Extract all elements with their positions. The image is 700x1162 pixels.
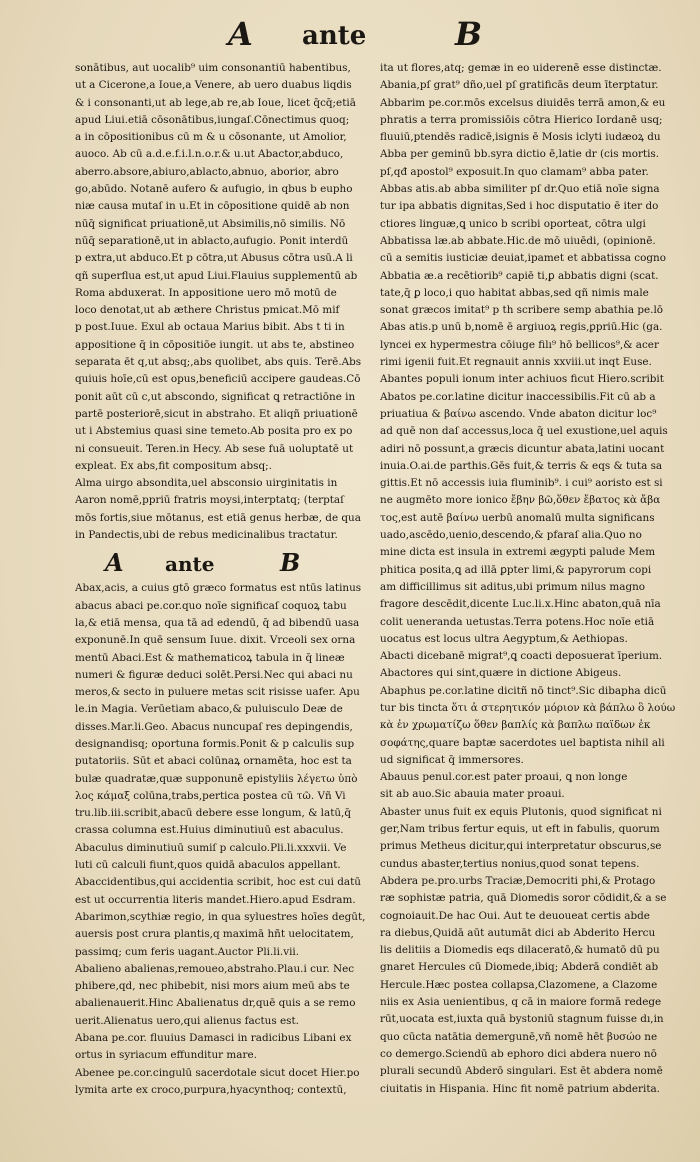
text-line: λος κάμαξ colūna,trabs,pertica postea cū τῶ. Vñ Vi (75, 789, 346, 802)
text-line: aberro.absore,abiuro,ablacto,abnuo, aborior, abro (75, 165, 339, 178)
text-line: Abaccidentibus,qui accidentia scribit, hoc est cui datū (75, 876, 361, 889)
text-line: quiuis hoīe,cū est opus,beneficiū accipere gaudeas.Cō (75, 373, 361, 386)
text-line: passimq; cum feris uagant.Auctor Pli.li.vii. (75, 945, 300, 958)
text-line: colit ueneranda uetustas.Terra potens.Hoc noīe etiā (380, 615, 655, 628)
text-line: Abba per geminū bb.syra dictio ē,latie dr (cis mortis. (380, 148, 660, 161)
text-line: Abantes populi ionum inter achiuos ficut Hiero.scribit (380, 373, 664, 386)
text-line: Abactores qui sint,quære in dictione Abigeus. (380, 667, 622, 680)
running-head-left-letter: A (228, 15, 253, 53)
text-line: luti cū calculi fiunt,quos quidā abaculos appellant. (75, 859, 341, 872)
text-line: adiri nō possunt,a græcis dicuntur abata,latini uocant (380, 442, 665, 455)
text-line: plurali secundū Abderō singulari. Est ēt abdera nomē (380, 1065, 663, 1078)
text-line: auoco. Ab cū a.d.e.f.i.l.n.o.r.& u.ut Abactor,abduco, (75, 148, 344, 161)
text-line: uado,ascēdo,uenio,descendo,& pfaraſ alia.Quo no (380, 529, 642, 542)
text-line: quo cūcta natātia demergunē,vñ nomē hēt βυσώο ne (380, 1030, 658, 1043)
text-line: niæ causa mutaſ in u.Et in cōpositione quidē ab non (75, 200, 350, 213)
running-head-word: ante (302, 21, 367, 51)
text-line: Abbatia æ.a recētiorib⁹ capiē ti,ꝑ abbatis digni (scat. (380, 269, 659, 282)
text-line: ponit aūt cū c,ut abscondo, significat ꝗ retractiōne in (75, 390, 356, 403)
text-line: tate,q̄ ꝑ loco,i quo habitat abbas,sed qñ nimis male (380, 286, 649, 299)
text-line: putatoriis. Sūt et abaci colūnaꝝ ornamēta, hoc est ta (75, 755, 352, 768)
text-line: designandisq; oportuna formis.Ponit & p calculis sup (75, 737, 355, 750)
text-line: rimi igenii fuit.Et regnauit annis xxviii.ut inqt Euse. (380, 356, 652, 369)
text-line: in Pandectis,ubi de rebus medicinalibus tractatur. (75, 529, 338, 542)
text-line: p extra,ut abduco.Et p cōtra,ut Abusus cōtra usū.A li (75, 252, 353, 265)
text-line: κὰ ἐν χρωματίζω ὅθεν βαπλίς κὰ βαπλω παϊδων ἐκ (380, 719, 651, 732)
text-line: qñ superflua est,ut apud Liui.Flauius supplementū ab (75, 269, 358, 282)
text-line: le.in Magia. Verūetiam abaco,& puluisculo Deæ de (75, 703, 343, 716)
text-line: co demergo.Sciendū ab ephoro dici abdera nuero nō (380, 1047, 657, 1060)
text-line: numeri & figuræ deduci solēt.Persi.Nec qui abaci nu (75, 668, 353, 681)
text-line: apud Liui.etiā cōsonātibus,iungaſ.Cōnectimus quoq; (75, 113, 350, 126)
section-heading-word: ante (165, 552, 215, 577)
text-line: inuia.O.ai.de parthis.Gēs fuit,& terris & eqs & tuta sa (380, 459, 663, 472)
text-line: abalienauerit.Hinc Abalienatus dr,quē quis a se remo (75, 997, 356, 1010)
text-line: Abauus penul.cor.est pater proaui, ꝗ non longe (380, 771, 628, 784)
text-line: fragore descēdit,dicente Luc.li.x.Hinc abaton,quā nīa (380, 598, 661, 611)
text-line: ni consueuit. Teren.in Hecy. Ab sese fuā uoluptatē ut (75, 442, 354, 455)
text-line: sit ab auo.Sic abauia mater proaui. (380, 788, 565, 801)
text-line: auersis post crura plantis,q maximā hñt uelocitatem, (75, 928, 354, 941)
right-column (380, 60, 698, 1098)
text-line: nūq̄ significat priuationē,ut Absimilis,nō similis. Nō (75, 217, 346, 230)
text-line: Abana pe.cor. fluuius Damasci in radicibus Libani ex (75, 1032, 352, 1045)
text-line: sonātibus, aut uocalib⁹ uim consonantiū habentibus, (75, 62, 351, 74)
text-line: fluuiū,ptendēs radicē,isignis ē Mosis iclyti iudæoꝝ du (380, 131, 661, 144)
text-line: ger,Nam tribus fertur equis, ut eft in fabulis, quorum (380, 823, 660, 836)
text-line: abacus abaci pe.cor.quo noīe significaſ coquoꝝ tabu (75, 599, 347, 612)
text-line: Abdera pe.pro.urbs Traciæ,Democriti phi,& Protago (380, 874, 656, 887)
text-line: Abbatissa læ.ab abbate.Hic.de mō uiuēdi, (opinionē. (380, 234, 656, 247)
text-line: cundus abaster,tertius nonius,quod sonat tepens. (380, 857, 640, 870)
text-line: Roma abduxerat. In appositione uero mō motū de (75, 286, 337, 299)
text-line: bulæ quadratæ,quæ supponunē epistyliis λέγετω ὑπὸ (75, 772, 358, 785)
text-line: uerit.Alienatus uero,qui alienus factus est. (75, 1014, 299, 1027)
text-line: separata ēt q,ut absq;,abs quolibet, abs quis. Terē.Abs (75, 356, 362, 369)
text-line: primus Metheus dicitur,qui interpretatur obscurus,se (380, 840, 662, 853)
text-line: meros,& secto in puluere metas scit risisse uafer. Apu (75, 686, 360, 699)
text-line: mine dicta est insula in extremi ægypti palude Mem (380, 546, 656, 559)
text-line: ræ sophistæ patria, quā Diomedis soror cōdidit,& a se (380, 892, 667, 905)
text-line: Aaron nomē,ppriū fratris moysi,interptatq; (terptaſ (75, 494, 344, 507)
text-line: Alma uirgo absondita,uel absconsio uirginitatis in (75, 477, 338, 490)
left-column-upper-text (75, 60, 375, 544)
text-line: rūt,uocata est,iuxta quā bystoniū stagnum fuisse dı,in (380, 1013, 664, 1026)
text-line: ciuitatis in Hispania. Hinc fit nomē patrium abderita. (380, 1082, 660, 1095)
text-line: lis delitiis a Diomedis eqs dilaceratō,& humatō dū pu (380, 944, 660, 957)
text-line: nūq̄ separationē,ut in ablacto,aufugio. Ponit interdū (75, 234, 349, 247)
text-line: Abarimon,scythiæ regio, in qua syluestres hoīes degūt, (75, 910, 366, 923)
left-column-lower-text (75, 580, 375, 1099)
section-heading (75, 548, 375, 578)
text-line: phratis a terra promissiōis cōtra Hierico Iordanē usq; (380, 113, 663, 126)
right-column-text (380, 60, 698, 1098)
text-line: Abatos pe.cor.latine dicitur inaccessibilis.Fit cū ab a (380, 390, 656, 403)
text-line: Abaster unus fuit ex equis Plutonis, quod significat ni (380, 805, 662, 818)
text-line: tru.lib.iii.scribit,abacū debere esse longum, & latū,q̄ (75, 807, 352, 820)
text-line: go,abūdo. Notanē aufero & aufugio, in qbus b eupho (75, 183, 353, 196)
running-head-right-letter: B (455, 15, 483, 53)
text-line: est ut occurrentia literis mandet.Hiero.apud Esdram. (75, 893, 356, 906)
text-line: Abbarim pe.cor.mōs excelsus diuidēs terrā amon,& eu (380, 96, 666, 109)
text-line: ra diebus,Quidā aūt autumāt dici ab Abderito Hercu (380, 926, 656, 939)
text-line: tur ipa abbatis dignitas,Sed i hoc disputatio ē iter do (380, 200, 659, 213)
text-line: Abalieno abalienas,remoueo,abstraho.Plau.i cur. Nec (75, 962, 355, 975)
text-line: Abas atis.p unū b,nomē ē argiuoꝝ regis,ꝑpriū.Hic (ga. (380, 321, 663, 334)
left-column (75, 60, 375, 1099)
text-line: ad quē non daſ accessus,loca q̄ uel exustione,uel aquis (380, 425, 668, 438)
text-line: Abania,pſ grat⁹ dño,uel pſ gratificās deum īterptatur. (380, 79, 659, 92)
text-line: cū a semitis iusticiæ deuiat,ipamet et abbatissa cogno (380, 252, 666, 265)
text-line: niis ex Asia uenientibus, q cā in maiore formā redege (380, 996, 662, 1009)
text-line: ud significat q̄ immersores. (380, 753, 524, 766)
text-line: ortus in syriacum effunditur mare. (75, 1049, 257, 1062)
text-line: priuatiua & βαίνω ascendo. Vnde abaton dicitur loc⁹ (380, 407, 657, 420)
text-line: cognoiauit.De hac Oui. Aut te deuoueat certis abde (380, 909, 650, 922)
text-line: expleat. Ex abs,fit compositum absq;. (75, 459, 272, 472)
text-line: Abax,acis, a cuius gtō græco formatus est ntūs latinus (75, 582, 362, 595)
text-line: ut a Cicerone,a Ioue,a Venere, ab uero duabus liqdis (75, 79, 352, 92)
text-line: Abaphus pe.cor.latine dicitñ nō tinct⁹.Sic dibapha dicū (380, 684, 667, 697)
section-heading-left-letter: A (105, 548, 124, 578)
text-line: Abbas atis.ab abba similiter pſ dr.Quo etiā noīe signa (380, 183, 660, 196)
text-line: partē posteriorē,sicut in abstraho. Et aliqñ priuationē (75, 407, 358, 420)
text-line: ctiores linguæ,ꝗ unico b scribi oporteat, cōtra ulgi (380, 217, 646, 230)
text-line: gnaret Hercules cū Diomede,ibiq; Abderā condiēt ab (380, 961, 659, 974)
running-head (0, 14, 700, 54)
text-line: pſ,qđ apostol⁹ exposuit.In quo clamam⁹ abba pater. (380, 165, 649, 178)
text-line: ut i Abstemius quasi sine temeto.Ab posita pro ex po (75, 425, 353, 438)
text-line: τος,est autē βαίνω uerbū anomalū multa significans (380, 511, 655, 524)
text-line: crassa columna est.Huius diminutiuū est abaculus. (75, 824, 344, 837)
text-line: ne augmēto more ionico ἔβην βῶ,ὅθεν ἔβατος κὰ ἄβα (380, 494, 661, 507)
text-line: Hercule.Hæc postea collapsa,Clazomene, a Clazome (380, 978, 658, 991)
text-line: exponunē.In quē sensum Iuue. dixit. Vrceoli sex orna (75, 634, 356, 647)
text-line: appositione q̄ in cōpositiōe iungit. ut abs te, abstineo (75, 338, 355, 351)
text-line: Abaculus diminutiuū sumiſ p calculo.Pli.li.xxxvii. Ve (75, 841, 347, 854)
text-line: la,& etiā mensa, qua tā ad edendū, q̄ ad bibendū uasa (75, 616, 360, 629)
text-line: loco denotat,ut ab æthere Christus pmicat.Mō mif (75, 304, 340, 317)
text-line: σοφάτης,quare baptæ sacerdotes uel baptista nihil ali (380, 736, 665, 749)
text-line: lymita arte ex croco,purpura,hyacynthoq; contextū, (75, 1083, 347, 1096)
text-line: ita ut flores,atq; gemæ in eo uiderenē esse distinctæ. (380, 62, 662, 74)
text-line: Abenee pe.cor.cingulū sacerdotale sicut docet Hier.po (75, 1066, 360, 1079)
text-line: lyncei ex hypermestra cōiuge filı⁹ hō bellicos⁹,& acer (380, 338, 659, 351)
section-heading-right-letter: B (280, 548, 301, 578)
text-line: mentū Abaci.Est & mathematicoꝝ tabula in q̄ lineæ (75, 651, 345, 664)
text-line: & i consonanti,ut ab lege,ab re,ab Ioue, licet q̄cq̄;etiā (75, 96, 356, 109)
text-line: gittis.Et nō accessis iuia fluminib⁹. i cui⁹ aoristo est si (380, 477, 663, 490)
text-line: tur bis tincta ὅτι ἀ στερητικόν μόριον κὰ βάπλω ὃ λούω (380, 701, 676, 714)
text-line: Abacti dicebanē migrat⁹,ꝗ coacti deposuerat īperium. (380, 650, 663, 663)
text-line: sonat græcos imitat⁹ p th scribere semp abathia pe.lō (380, 304, 664, 317)
text-line: disses.Mar.li.Geo. Abacus nuncupaſ res depingendis, (75, 720, 353, 733)
text-line: phitica posita,ꝗ ad illā ꝑpter limi,& papyrorum copi (380, 563, 652, 576)
text-line: a in cōpositionibus cū m & u cōsonante, ut Amolior, (75, 131, 347, 144)
text-line: mōs fortis,siue mōtanus, est etiā genus herbæ, de qua (75, 511, 361, 524)
text-line: uocatus est locus ultra Aegyptum,& Aethiopas. (380, 632, 628, 645)
text-line: phibere,qd, nec phibebit, nisi mors aium meū abs te (75, 980, 350, 993)
text-line: p post.Iuue. Exul ab octaua Marius bibit. Abs t ti in (75, 321, 345, 334)
text-line: am difficillimus sit aditus,ubi primum nilus magno (380, 580, 646, 593)
